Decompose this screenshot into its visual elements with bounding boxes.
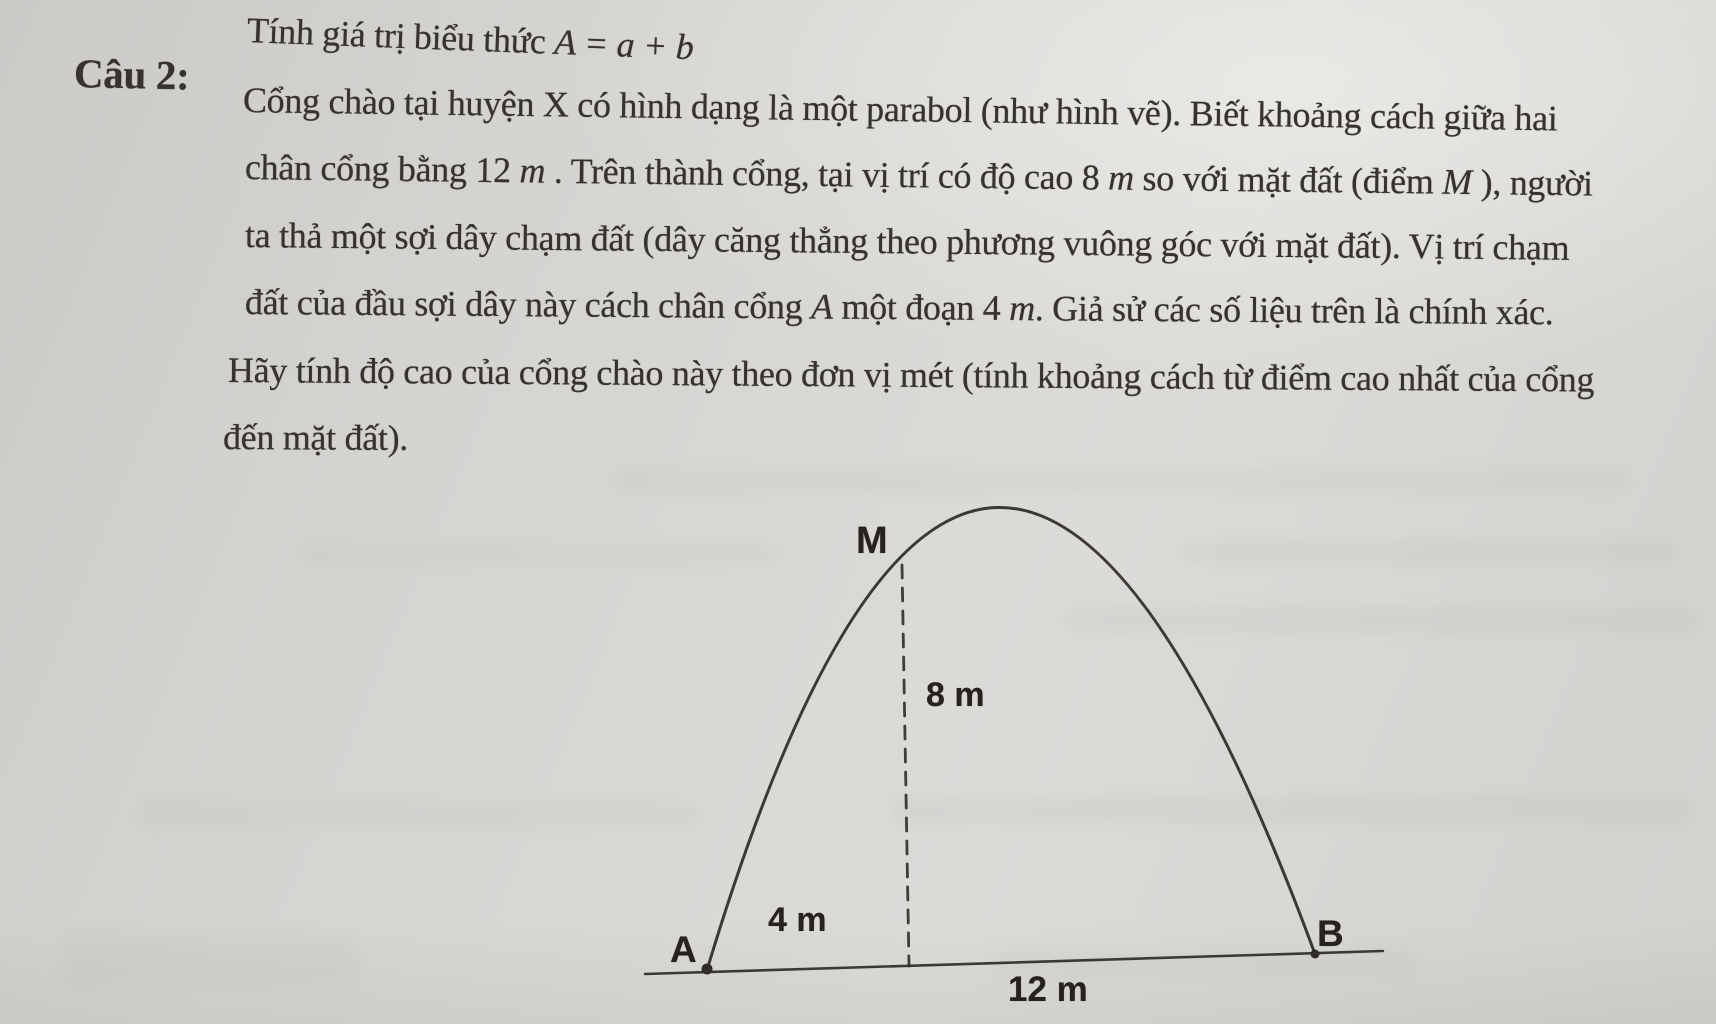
text-segment: ), người [1471, 161, 1594, 204]
text-segment: A = a + b [553, 21, 695, 68]
text-segment: Cổng chào tại huyện X có hình dạng là một parabol (như hình vẽ). Biết khoảng cách giữa hai [242, 80, 1558, 139]
point-b-label: B [1317, 913, 1344, 954]
text-segment: m [1107, 157, 1135, 198]
text-segment: chân cổng bằng 12 [244, 147, 520, 191]
point-a-dot [702, 964, 713, 975]
text-segment: một đoạn 4 [832, 286, 1010, 329]
height-8m-label: 8 m [926, 676, 985, 714]
offset-4m-label: 4 m [768, 901, 827, 939]
point-m-label: M [856, 520, 888, 562]
text-segment: m [519, 150, 546, 191]
height-dashed-line [902, 565, 909, 966]
text-segment: Hãy tính độ cao của cổng chào này theo đơn vị mét (tính khoảng cách từ điểm cao nhất của cổng [227, 350, 1595, 400]
text-segment: Tính giá trị biểu thức [246, 10, 556, 62]
span-12m-label: 12 m [1008, 970, 1088, 1009]
question-number-label: Câu 2: [73, 50, 190, 99]
text-segment: đến mặt đất). [222, 417, 409, 458]
text-segment: ta thả một sợi dây chạm đất (dây căng thẳng theo phương vuông góc với mặt đất). Vị trí chạm [244, 215, 1570, 268]
text-segment: đất của đầu sợi dây này cách chân cổng [244, 282, 812, 327]
point-a-label: A [670, 929, 697, 970]
text-segment: A [810, 286, 833, 327]
text-segment: M [1442, 161, 1473, 202]
text-segment: m [1009, 288, 1036, 329]
text-segment: so với mặt đất (điểm [1133, 157, 1443, 202]
text-segment: . Trên thành cổng, tại vị trí có độ cao 8 [544, 150, 1109, 198]
text-segment: . Giả sử các số liệu trên là chính xác. [1034, 288, 1554, 333]
